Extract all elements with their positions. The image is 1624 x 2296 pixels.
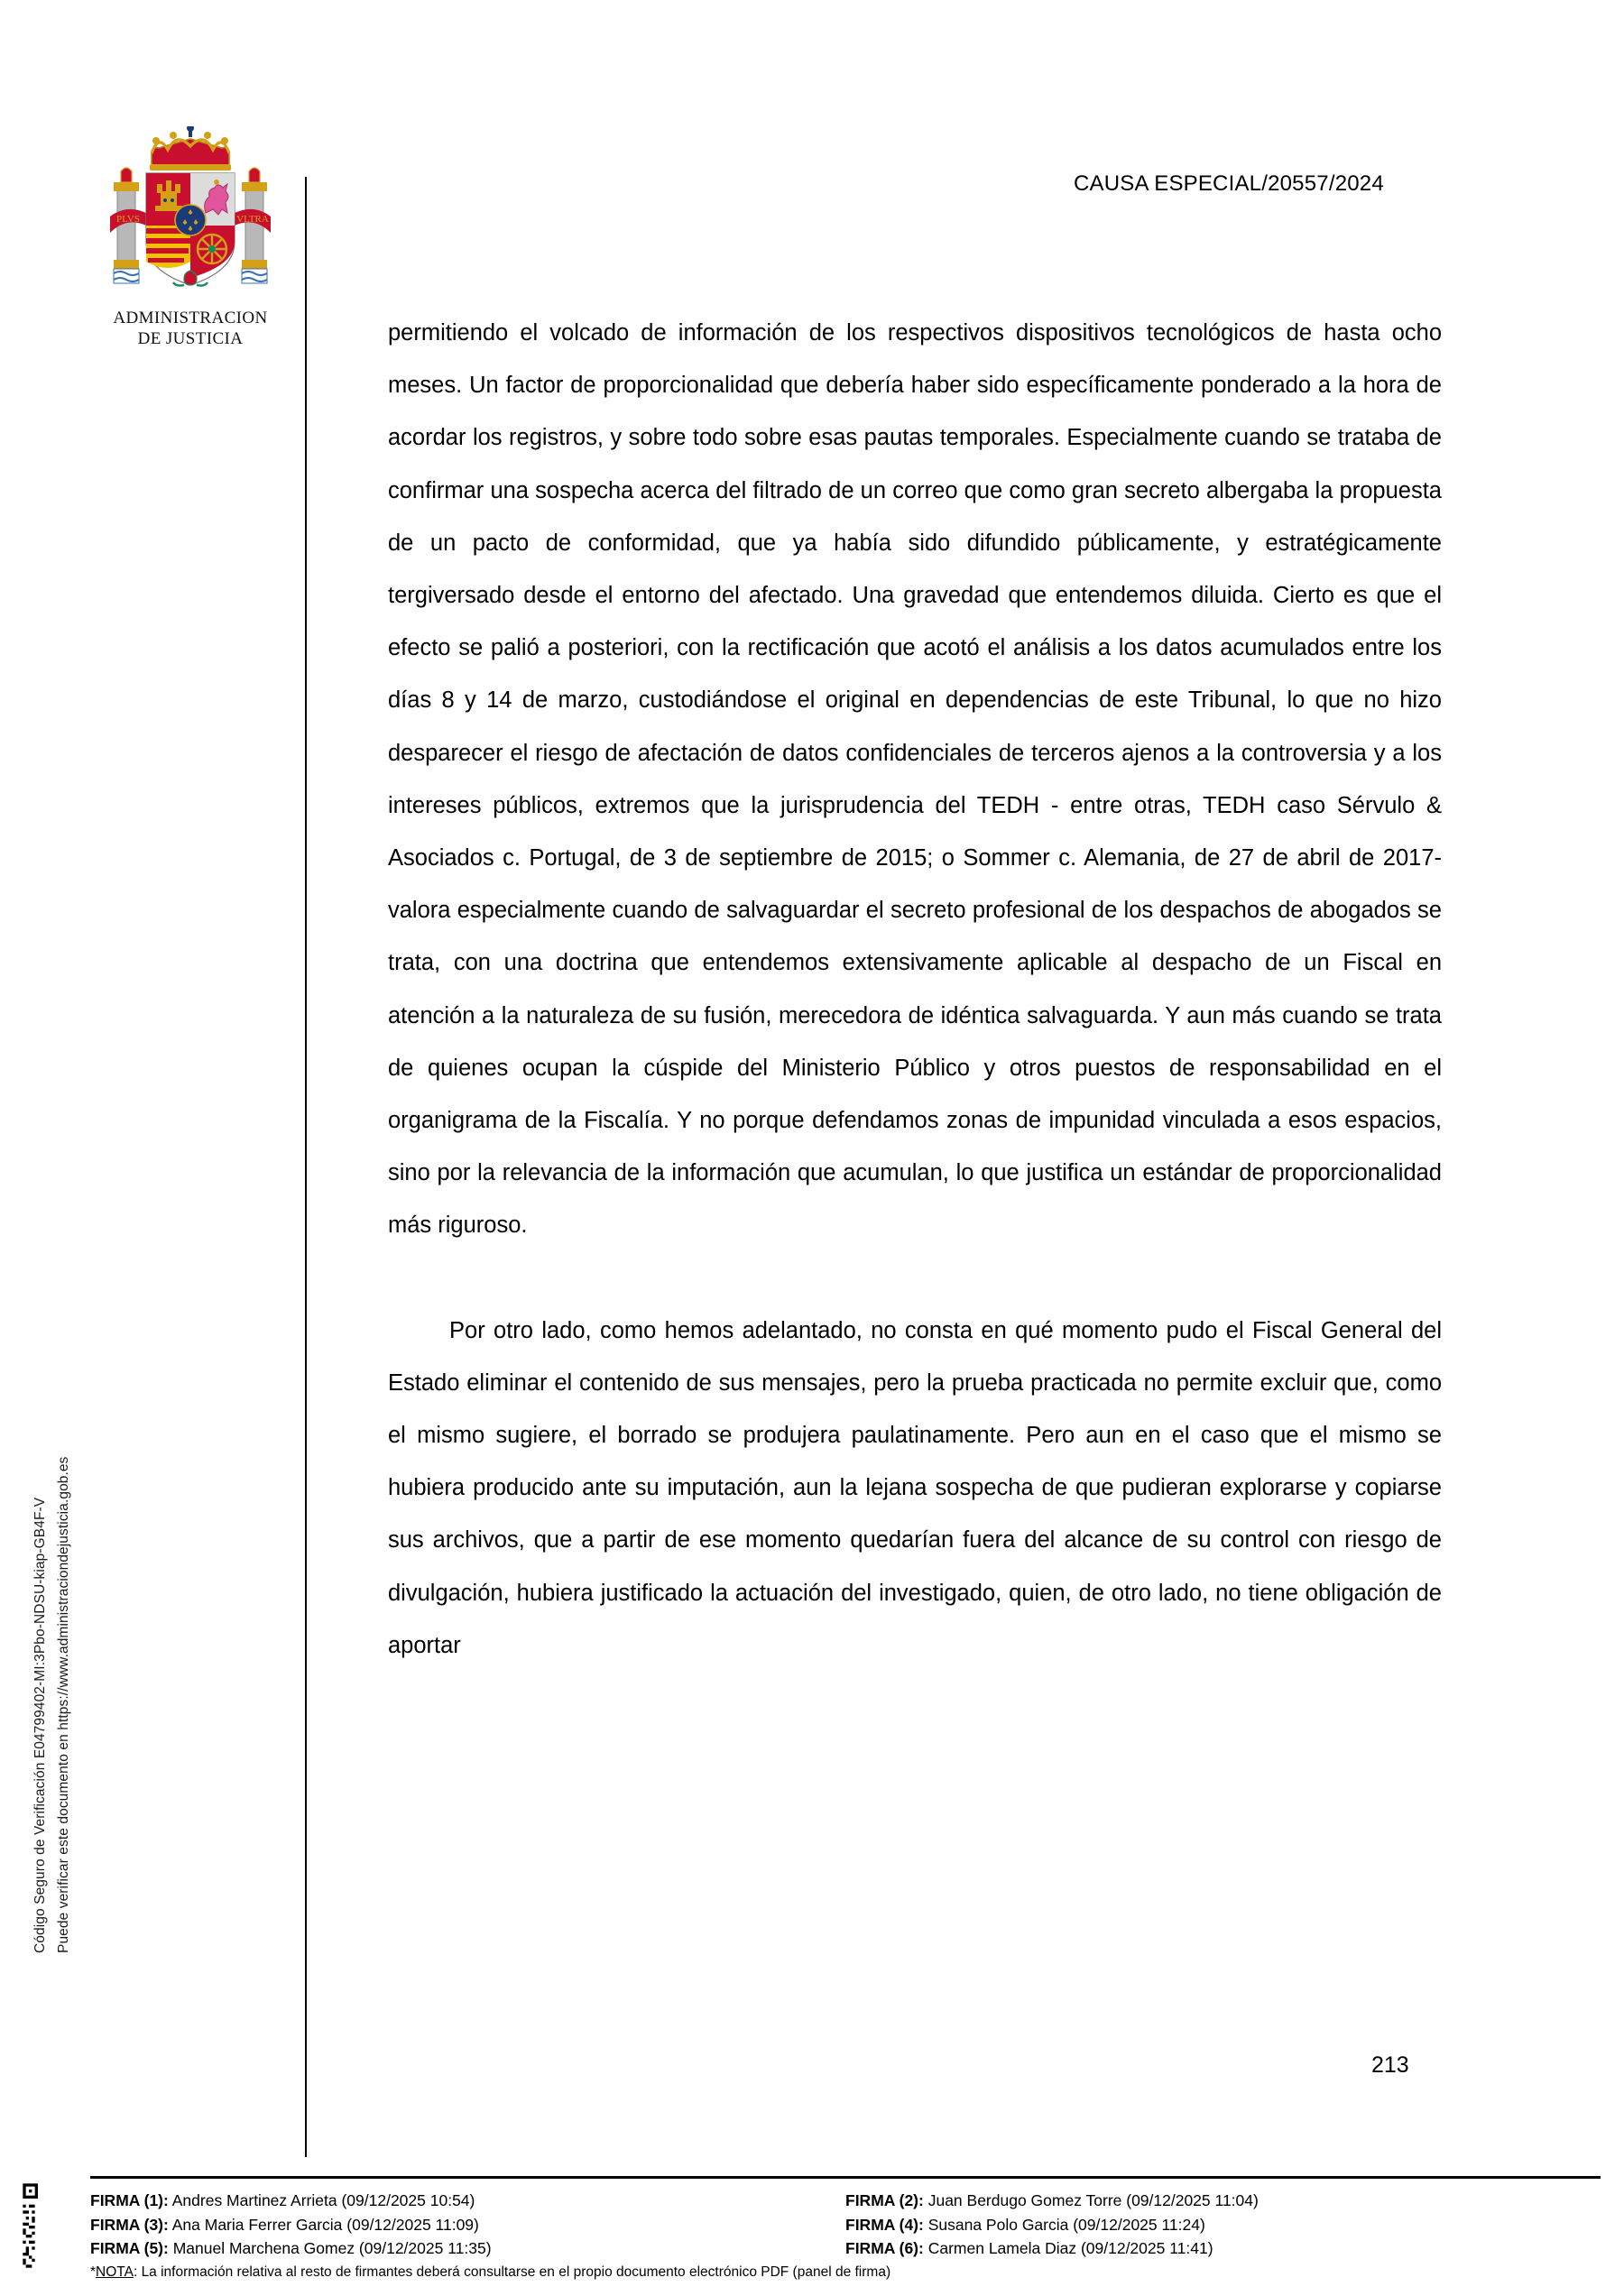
note-asterisk: *: [90, 2264, 97, 2280]
verification-code-text: Código Seguro de Verificación E04799402-MI:3Pbo-NDSU-kiap-GB4F-V: [32, 1497, 48, 1953]
signature-block: [90, 2189, 1601, 2282]
signature-value: Manuel Marchena Gomez (09/12/2025 11:35): [172, 2239, 492, 2257]
spain-coat-of-arms-icon: [105, 126, 276, 307]
note-text: : La información relativa al resto de firmantes deberá consultarse en el propio documento electrónico PDF (panel de firma): [133, 2264, 891, 2280]
signature-column-left: [90, 2189, 845, 2261]
body-paragraph-1: permitiendo el volcado de información de los respectivos dispositivos tecnológicos de hasta ocho meses. Un factor de proporcionalidad que debería haber sido específicamente ponderado a la hora de acordar los registros, y sobre todo sobre esas pautas temporales. Especialmente cuando se trataba de confirmar una sospecha acerca del filtrado de un correo que como gran secreto albergaba la propuesta de un pacto de conformidad, que ya había sido difundido públicamente, y estratégicamente tergiversado desde el entorno del afectado. Una gravedad que entendemos diluida. Cierto es que el efecto se palió a posteriori, con la rectificación que acotó el análisis a los datos acumulados entre los días 8 y 14 de marzo, custodiándose el original en dependencias de este Tribunal, lo que no hizo desparecer el riesgo de afectación de datos confidenciales de terceros ajenos a la controversia y a los intereses públicos, extremos que la jurisprudencia del TEDH - entre otras, TEDH caso Sérvulo & Asociados c. Portugal, de 3 de septiembre de 2015; o Sommer c. Alemania, de 27 de abril de 2017- valora especialmente cuando de salvaguardar el secreto profesional de los despachos de abogados se trata, con una doctrina que entendemos extensivamente aplicable al despacho de un Fiscal en atención a la naturaleza de su fusión, merecedora de idéntica salvaguarda. Y aun más cuando se trata de quienes ocupan la cúspide del Ministerio Público y otros puestos de responsabilidad en el organigrama de la Fiscalía. Y no porque defendamos zonas de impunidad vinculada a esos espacios, sino por la relevancia de la información que acumulan, lo que justifica un estándar de proporcionalidad más riguroso.: [388, 320, 1442, 1239]
signature-row: [90, 2189, 845, 2213]
margin-divider-rule: [305, 177, 307, 2157]
document-body: [388, 307, 1442, 1672]
signature-value: Juan Berdugo Gomez Torre (09/12/2025 11:04): [927, 2191, 1259, 2209]
signature-label: FIRMA (2):: [845, 2191, 924, 2209]
signature-row: [90, 2213, 845, 2237]
signature-row: [845, 2189, 1601, 2213]
motto-left-text: PLVS: [116, 214, 140, 225]
footer-divider-rule: [90, 2176, 1601, 2179]
signature-value: Ana Maria Ferrer Garcia (09/12/2025 11:09): [171, 2215, 479, 2234]
footer-note: [90, 2264, 1601, 2282]
signature-label: FIRMA (6):: [845, 2239, 924, 2257]
page-number: 213: [1371, 2052, 1409, 2078]
signature-label: FIRMA (3):: [90, 2215, 169, 2234]
signature-value: Carmen Lamela Diaz (09/12/2025 11:41): [927, 2239, 1213, 2257]
signature-row: [90, 2236, 845, 2261]
signature-label: FIRMA (1):: [90, 2191, 169, 2209]
coat-of-arms-block: [87, 126, 294, 349]
qr-code-icon: [20, 2181, 83, 2271]
signature-value: Andres Martinez Arrieta (09/12/2025 10:54): [171, 2191, 475, 2209]
signature-row: [845, 2213, 1601, 2237]
signature-row: [845, 2236, 1601, 2261]
verification-url-text: Puede verificar este documento en https://www.administraciondejusticia.gob.es: [56, 1456, 71, 1953]
signature-label: FIRMA (4):: [845, 2215, 924, 2234]
signature-column-right: [845, 2189, 1601, 2261]
motto-right-text: VLTRA: [236, 214, 269, 225]
body-paragraph-2: Por otro lado, como hemos adelantado, no consta en qué momento pudo el Fiscal General del Estado eliminar el contenido de sus mensajes, pero la prueba practicada no permite excluir que, como el mismo sugiere, el borrado se produjera paulatinamente. Pero aun en el caso que el mismo se hubiera producido ante su imputación, aun la lejana sospecha de que pudieran explorarse y copiarse sus archivos, que a partir de ese momento quedarían fuera del alcance de su control con riesgo de divulgación, hubiera justificado la actuación del investigado, quien, de otro lado, no tiene obligación de aportar: [388, 1317, 1442, 1658]
signature-value: Susana Polo Garcia (09/12/2025 11:24): [927, 2215, 1205, 2234]
emblem-label-line2: DE JUSTICIA: [137, 329, 244, 349]
emblem-label-line1: ADMINISTRACION: [113, 309, 268, 327]
case-reference-header: CAUSA ESPECIAL/20557/2024: [1074, 171, 1384, 196]
note-keyword: NOTA: [96, 2264, 134, 2280]
signature-label: FIRMA (5):: [90, 2239, 169, 2257]
left-margin-strip: [0, 0, 70, 2174]
